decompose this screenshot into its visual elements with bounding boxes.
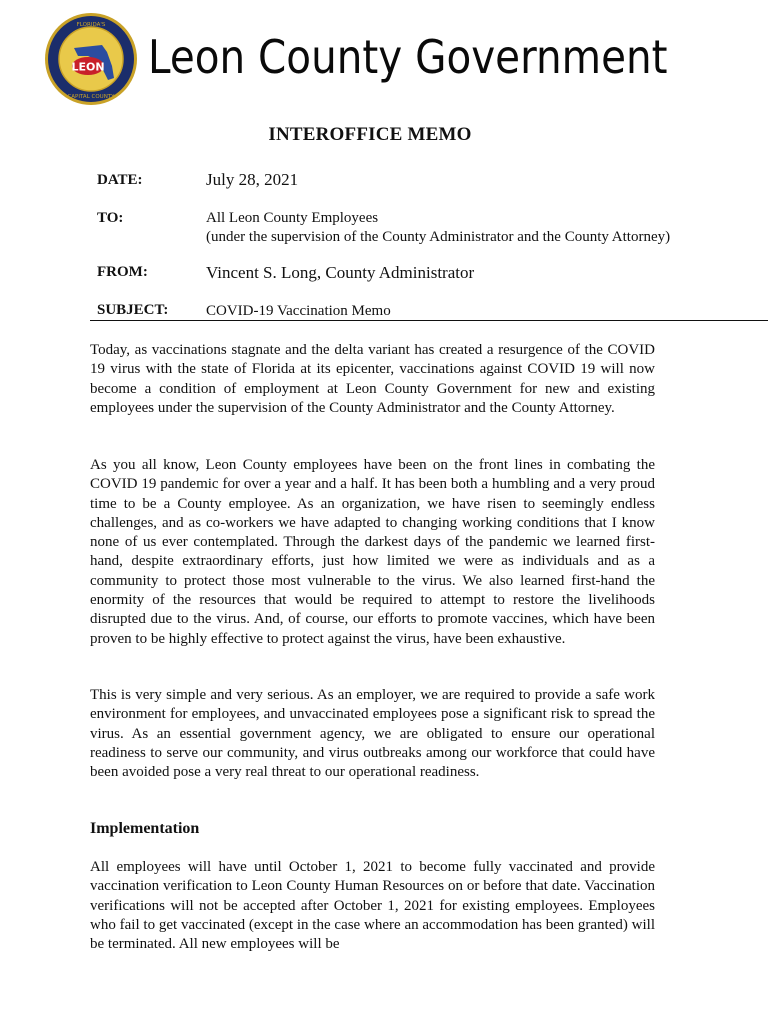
organization-name: Leon County Government xyxy=(148,30,668,84)
body-paragraph: As you all know, Leon County employees have been on the front lines in combating the COVID 19 pandemic for over a year and a half. It has been both a humbling and a very proud time to be a County employee. As an organization, we have risen to seemingly endless challenges, and as co-workers we have adapted to changing working conditions that I know none of us ever contemplated. Through the darkest days of the pandemic we learned first-hand, despite extraordinary efforts, just how limited we were as individuals and as a community to protect those most vulnerable to the virus. We also learned first-hand the enormity of the resources that would be required to attempt to restore the livelihoods disrupted due to the virus. And, of course, our efforts to promote vaccines, which have been proven to be highly effective to protect against the virus, have been exhaustive. xyxy=(90,457,655,647)
from-label: FROM: xyxy=(97,264,148,280)
body-paragraph: This is very simple and very serious. As an employer, we are required to provide a safe work environment for employees, and unvaccinated employees pose a significant risk to spread the virus. As an essential government agency, we are obligated to ensure our operational readiness to serve our community, and virus outbreaks among our workforce that could have been avoided pose a very real threat to our operational readiness. xyxy=(90,687,655,781)
to-label: TO: xyxy=(97,210,124,226)
letterhead xyxy=(0,0,768,110)
subject-label: SUBJECT: xyxy=(97,302,169,318)
from-value: Vincent S. Long, County Administrator xyxy=(206,263,475,282)
svg-text:FLORIDA'S: FLORIDA'S xyxy=(76,22,106,28)
seal-icon xyxy=(44,12,138,106)
date-value: July 28, 2021 xyxy=(206,170,299,189)
subject-value: COVID-19 Vaccination Memo xyxy=(206,303,391,319)
body-paragraph: Today, as vaccinations stagnate and the delta variant has created a resurgence of the COVID 19 virus with the state of Florida at its epicenter, vaccinations against COVID 19 will now become a condition of employment at Leon County Government for new and existing employees under the supervision of the County Administrator and the County Attorney. xyxy=(90,342,655,416)
to-value-line2: (under the supervision of the County Administrator and the County Attorney) xyxy=(206,229,671,245)
date-label: DATE: xyxy=(97,172,143,188)
to-value-line1: All Leon County Employees xyxy=(206,210,379,226)
section-heading: Implementation xyxy=(90,820,200,837)
body-paragraph: All employees will have until October 1, 2021 to become fully vaccinated and provide vaccination verification to Leon County Human Resources on or before that date. Vaccination verifications will not be accepted after October 1, 2021 for existing employees. Employees who fail to get vaccinated (except in the case where an accommodation has been granted) will be terminated. All new employees will be xyxy=(90,859,655,953)
header-divider xyxy=(90,320,768,321)
memo-title: INTEROFFICE MEMO xyxy=(268,124,472,145)
county-seal-logo xyxy=(44,12,138,106)
svg-text:CAPITAL COUNTY: CAPITAL COUNTY xyxy=(67,94,115,100)
seal-center-text: LEON xyxy=(71,60,105,74)
